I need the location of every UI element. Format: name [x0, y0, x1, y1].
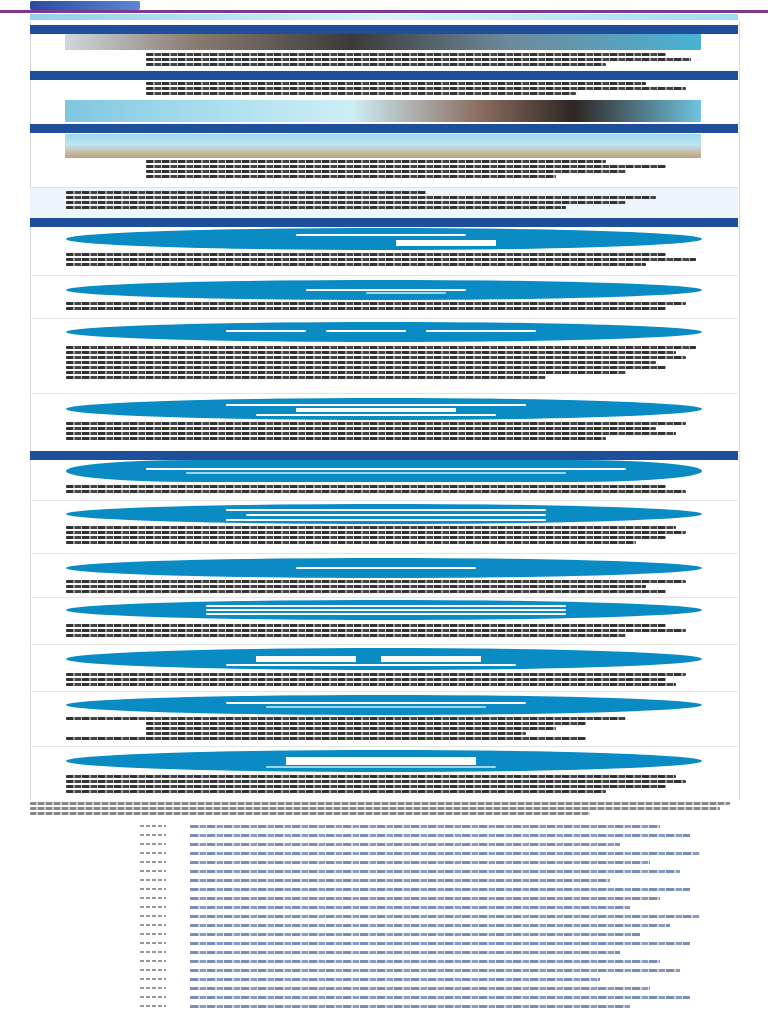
- media-panel-3[interactable]: [66, 322, 702, 342]
- section-3-text: [66, 160, 696, 180]
- list-item[interactable]: [140, 903, 700, 911]
- list-item[interactable]: [140, 867, 700, 875]
- list-item[interactable]: [140, 849, 700, 857]
- panel-9-text: [66, 673, 696, 688]
- header-banner: [30, 14, 738, 20]
- panel-8-text: [66, 624, 696, 639]
- list-item[interactable]: [140, 822, 700, 830]
- list-item[interactable]: [140, 876, 700, 884]
- media-panel-4[interactable]: [66, 398, 702, 420]
- list-item[interactable]: [140, 957, 700, 965]
- panel-11-text: [66, 775, 696, 795]
- list-item[interactable]: [140, 885, 700, 893]
- top-header: [0, 0, 768, 13]
- media-panel-1[interactable]: [66, 228, 702, 250]
- list-item[interactable]: [140, 984, 700, 992]
- photo-shore-image: [65, 134, 701, 158]
- list-item[interactable]: [140, 993, 700, 1001]
- section-1-text: [66, 53, 696, 68]
- panel-1-text: [66, 253, 696, 268]
- list-item[interactable]: [140, 912, 700, 920]
- media-panel-2[interactable]: [66, 280, 702, 300]
- photo-beach-image: [65, 34, 701, 50]
- panel-5-text: [66, 485, 696, 495]
- list-item[interactable]: [140, 894, 700, 902]
- list-item[interactable]: [140, 975, 700, 983]
- list-item[interactable]: [140, 1002, 700, 1010]
- list-item[interactable]: [140, 939, 700, 947]
- list-item[interactable]: [140, 858, 700, 866]
- media-panel-5[interactable]: [66, 460, 702, 482]
- site-logo[interactable]: [30, 1, 140, 10]
- section-bar-2: [30, 71, 738, 80]
- list-item[interactable]: [140, 930, 700, 938]
- panel-6-text: [66, 526, 696, 546]
- section-bar-1: [30, 25, 738, 34]
- media-panel-8[interactable]: [66, 600, 702, 620]
- list-item[interactable]: [140, 840, 700, 848]
- reference-list: [140, 822, 700, 1011]
- panel-7-text: [66, 580, 696, 595]
- section-bar-3: [30, 124, 738, 133]
- panel-10-text: [66, 717, 696, 742]
- media-panel-11[interactable]: [66, 750, 702, 772]
- media-panel-10[interactable]: [66, 695, 702, 715]
- media-panel-7[interactable]: [66, 558, 702, 578]
- panel-4-text: [66, 422, 696, 442]
- list-item[interactable]: [140, 948, 700, 956]
- media-panel-6[interactable]: [66, 504, 702, 524]
- panel-2-text: [66, 302, 696, 312]
- list-item[interactable]: [140, 831, 700, 839]
- media-panel-9[interactable]: [66, 648, 702, 670]
- list-item[interactable]: [140, 921, 700, 929]
- photo-sea-image: [65, 100, 701, 122]
- info-box: [30, 187, 738, 219]
- list-item[interactable]: [140, 966, 700, 974]
- section-bar-5: [30, 451, 738, 460]
- section-2-text: [66, 82, 696, 97]
- section-bar-4: [30, 218, 738, 227]
- panel-3-text: [66, 346, 696, 381]
- footer-summary: [30, 802, 738, 817]
